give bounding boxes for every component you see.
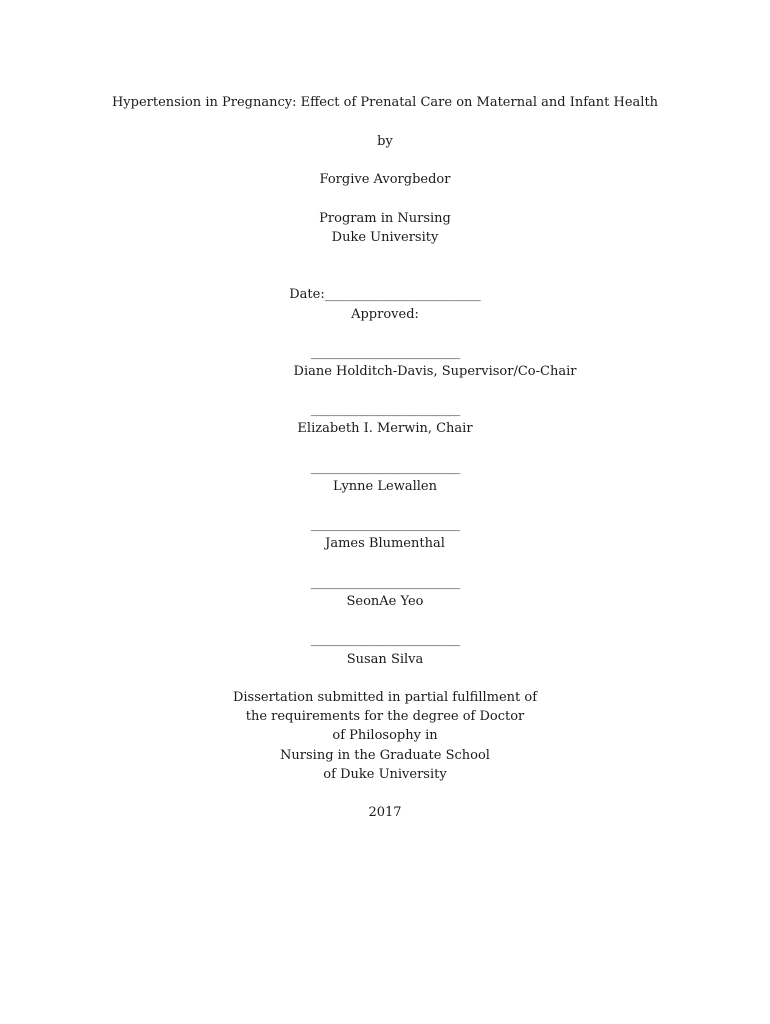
committee-member: Elizabeth I. Merwin, Chair xyxy=(297,421,473,436)
signature-line: ___________________________ xyxy=(310,460,460,475)
author-name: Forgive Avorgbedor xyxy=(319,172,451,187)
committee-member: SeonAe Yeo xyxy=(346,594,424,609)
approved-label: Approved: xyxy=(351,307,419,322)
signature-line: ___________________________ xyxy=(310,517,460,532)
statement-line: of Philosophy in xyxy=(332,728,438,743)
by-label: by xyxy=(377,134,393,149)
statement-line: Nursing in the Graduate School xyxy=(280,748,490,763)
statement-line: Dissertation submitted in partial fulfillment of xyxy=(232,690,538,705)
committee-member: Lynne Lewallen xyxy=(333,479,437,494)
committee-member: James Blumenthal xyxy=(325,536,445,551)
statement-line: the requirements for the degree of Doctor xyxy=(245,709,525,724)
program-name: Program in Nursing xyxy=(319,211,451,226)
committee-member: Susan Silva xyxy=(346,652,424,667)
statement-line: of Duke University xyxy=(323,767,447,782)
year: 2017 xyxy=(368,805,402,820)
signature-line: ___________________________ xyxy=(310,575,460,590)
signature-line: ___________________________ xyxy=(310,402,460,417)
date-line: Date:________________________ xyxy=(289,287,481,302)
signature-line: ___________________________ xyxy=(310,632,460,647)
signature-line: ___________________________ xyxy=(310,345,460,360)
university-name: Duke University xyxy=(331,230,439,245)
dissertation-title: Hypertension in Pregnancy: Effect of Prenatal Care on Maternal and Infant Health xyxy=(111,95,659,110)
committee-member: Diane Holditch-Davis, Supervisor/Co-Chair xyxy=(293,364,577,379)
